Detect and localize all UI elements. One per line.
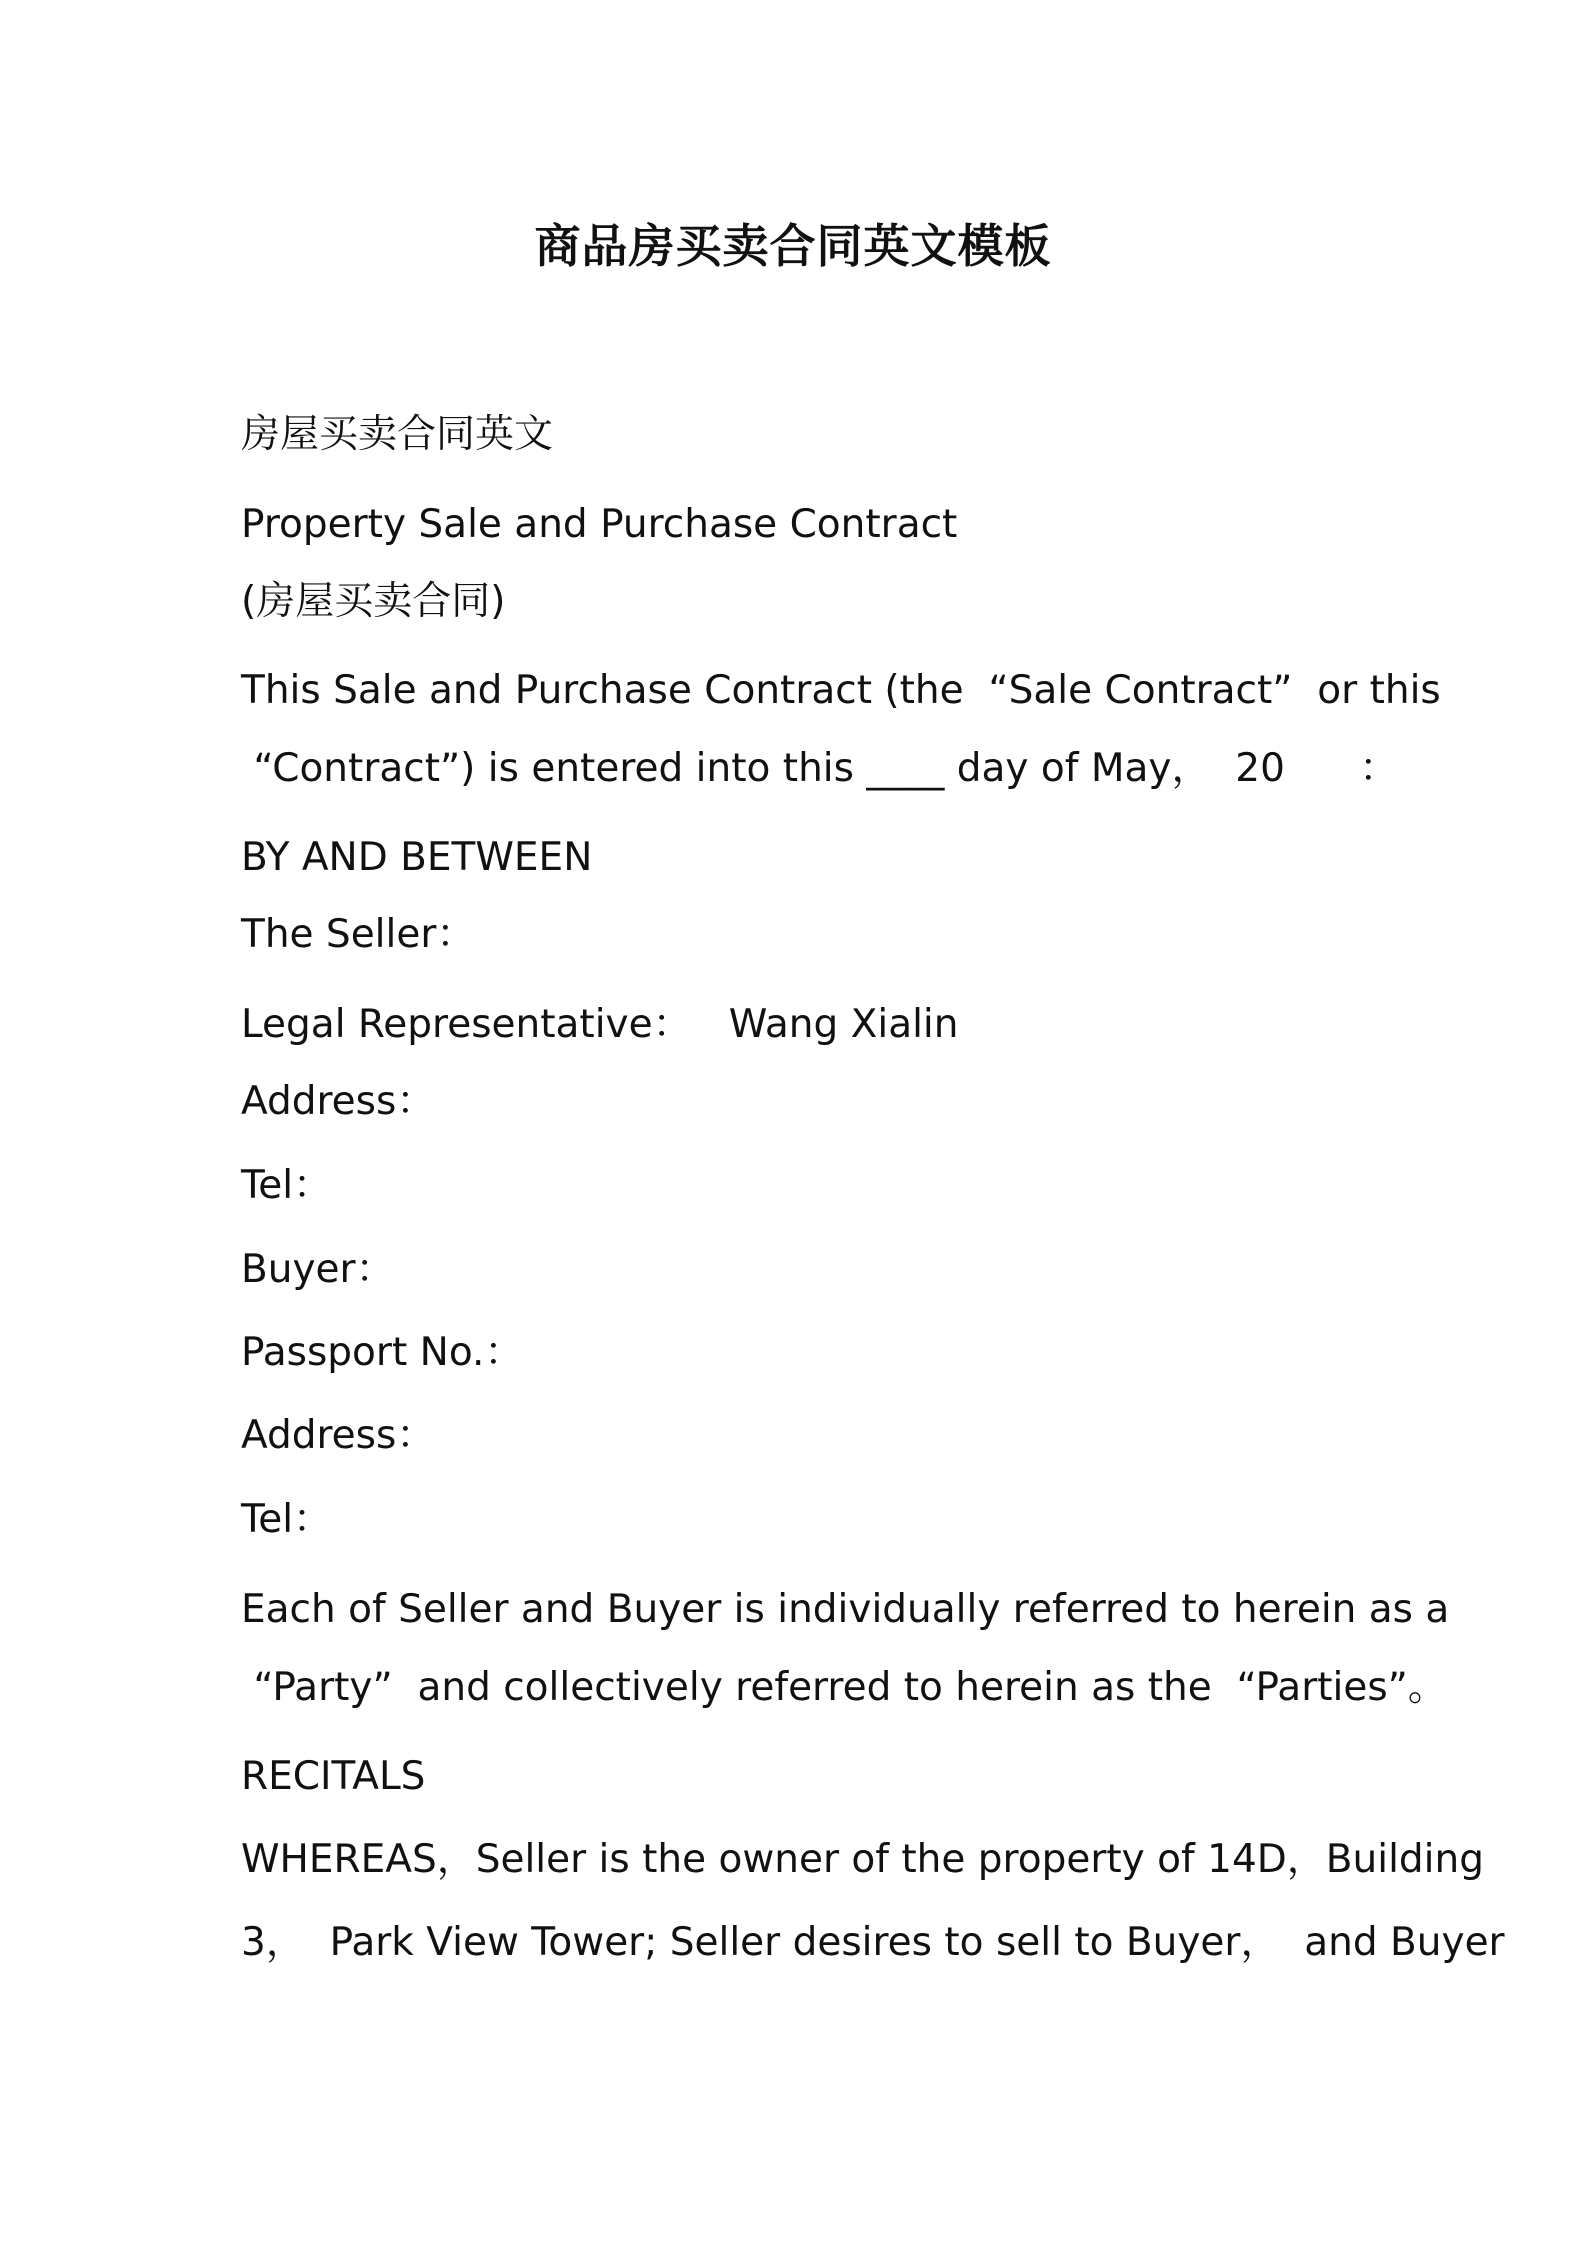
seller-tel-label: Tel： — [241, 1163, 333, 1208]
document-title: 商品房买卖合同英文模板 — [534, 219, 1052, 273]
heading-cn-paren: (房屋买卖合同) — [241, 579, 506, 624]
seller-label: The Seller： — [241, 912, 476, 957]
intro-line-1: This Sale and Purchase Contract (the “Sale Contract” or this — [241, 668, 1441, 713]
party-line-1: Each of Seller and Buyer is individually referred to herein as a — [241, 1587, 1450, 1632]
whereas-line-2: 3， Park View Tower; Seller desires to sell to Buyer， and Buyer — [241, 1920, 1505, 1965]
recitals-heading: RECITALS — [241, 1754, 426, 1799]
passport-label: Passport No.： — [241, 1330, 524, 1375]
buyer-label: Buyer： — [241, 1247, 395, 1292]
buyer-address-label: Address： — [241, 1413, 436, 1458]
by-and-between: BY AND BETWEEN — [241, 835, 593, 880]
buyer-tel-label: Tel： — [241, 1497, 333, 1542]
heading-cn: 房屋买卖合同英文 — [241, 412, 554, 457]
heading-en: Property Sale and Purchase Contract — [241, 502, 958, 547]
intro-line-2: “Contract”) is entered into this ____ day of May， 20 ： — [241, 746, 1399, 791]
whereas-line-1: WHEREAS，Seller is the owner of the property of 14D，Building — [241, 1837, 1484, 1882]
legal-representative: Legal Representative： Wang Xialin — [241, 1002, 959, 1047]
party-line-2: “Party” and collectively referred to herein as the “Parties”。 — [241, 1665, 1447, 1710]
seller-address-label: Address： — [241, 1079, 436, 1124]
